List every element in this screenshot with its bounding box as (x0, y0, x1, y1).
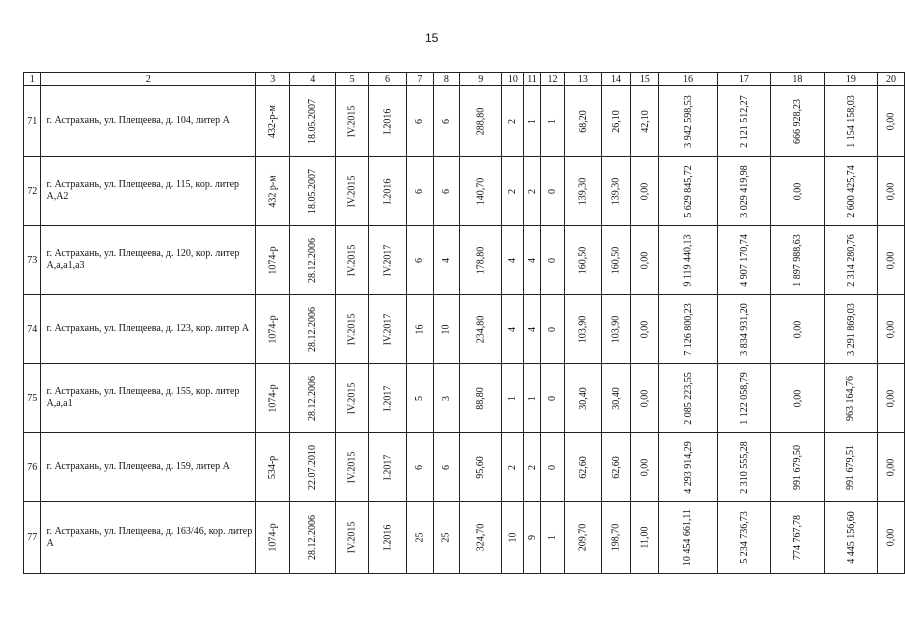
address-cell: г. Астрахань, ул. Плещеева, д. 159, литер А (41, 433, 256, 502)
cell-value: 18.05.2007 (307, 168, 319, 214)
cell-c6 (368, 295, 406, 364)
cell-value: 0,00 (885, 251, 897, 269)
cell-c13 (564, 226, 601, 295)
cell-c14 (601, 86, 631, 157)
cell-value: 6 (414, 464, 426, 470)
cell-value: 198,70 (610, 523, 622, 552)
cell-value: 432 р-м (267, 174, 279, 208)
cell-c6 (368, 364, 406, 433)
cell-value: 10 454 661,11 (682, 508, 694, 567)
cell-c3 (256, 86, 290, 157)
cell-c8 (433, 157, 459, 226)
data-table (23, 72, 905, 574)
cell-value: 1074-р (267, 383, 279, 413)
cell-value: 2 085 223,55 (682, 371, 694, 425)
cell-value: 139,30 (610, 177, 622, 205)
table-row (24, 502, 905, 574)
cell-c5 (336, 226, 369, 295)
address-cell: г. Астрахань, ул. Плещеева, д. 115, кор. литер А,А2 (41, 157, 256, 226)
cell-value: 0,00 (885, 389, 897, 407)
cell-value: 666 928,23 (791, 98, 803, 144)
cell-c15 (631, 502, 659, 574)
cell-c16 (659, 433, 717, 502)
cell-value: 103,90 (577, 315, 589, 343)
row-number: 76 (24, 433, 41, 502)
cell-c7 (406, 157, 433, 226)
cell-value: 88,80 (475, 386, 487, 410)
cell-value: 28.12.2006 (307, 237, 319, 283)
cell-c5 (336, 295, 369, 364)
cell-value: 139,30 (577, 177, 589, 205)
cell-value: I.2016 (381, 108, 393, 134)
cell-value: 2 310 555,28 (738, 440, 750, 494)
cell-c14 (601, 502, 631, 574)
cell-value: 6 (414, 257, 426, 263)
cell-value: 160,50 (610, 246, 622, 274)
cell-c14 (601, 295, 631, 364)
cell-c19 (824, 295, 878, 364)
cell-c11 (524, 433, 541, 502)
cell-value: 4 293 914,29 (682, 440, 694, 494)
cell-c8 (433, 433, 459, 502)
cell-c6 (368, 433, 406, 502)
column-header: 1 (24, 73, 41, 86)
cell-value: 1 (546, 118, 558, 124)
cell-c12 (540, 157, 564, 226)
cell-value: 324,70 (475, 523, 487, 552)
cell-value: 18.05.2007 (307, 98, 319, 144)
cell-value: 10 (440, 324, 452, 334)
row-number: 73 (24, 226, 41, 295)
cell-value: 4 907 170,74 (738, 233, 750, 287)
cell-c19 (824, 157, 878, 226)
cell-value: 62,60 (577, 455, 589, 479)
cell-c13 (564, 295, 601, 364)
cell-c7 (406, 502, 433, 574)
cell-value: I.2017 (381, 385, 393, 411)
column-header: 18 (771, 73, 825, 86)
cell-value: 95,60 (475, 455, 487, 479)
cell-value: 0,00 (885, 528, 897, 547)
cell-c7 (406, 433, 433, 502)
cell-value: 62,60 (610, 455, 622, 479)
cell-value: 2 121 512,27 (738, 94, 750, 148)
cell-c14 (601, 226, 631, 295)
address-cell: г. Астрахань, ул. Плещеева, д. 155, кор. литер А,а,а1 (41, 364, 256, 433)
cell-value: 9 (526, 535, 538, 540)
address-cell: г. Астрахань, ул. Плещеева, д. 120, кор. литер А,а,а1,а3 (41, 226, 256, 295)
cell-c18 (771, 295, 825, 364)
cell-value: IV.2015 (346, 451, 358, 483)
cell-c3 (256, 226, 290, 295)
cell-c5 (336, 157, 369, 226)
cell-c9 (459, 433, 502, 502)
cell-value: 534-р (267, 455, 279, 479)
cell-c7 (406, 295, 433, 364)
cell-value: 0,00 (885, 182, 897, 200)
cell-c9 (459, 157, 502, 226)
cell-value: 6 (414, 118, 426, 124)
cell-value: 0 (546, 395, 558, 401)
cell-c19 (824, 364, 878, 433)
cell-c8 (433, 364, 459, 433)
cell-value: 0,00 (885, 458, 897, 476)
column-header: 2 (41, 73, 256, 86)
cell-c10 (502, 86, 524, 157)
cell-value: 0,00 (791, 389, 803, 407)
cell-value: 1 (526, 118, 538, 124)
cell-c9 (459, 295, 502, 364)
cell-value: 234,80 (475, 315, 487, 343)
cell-value: 103,90 (610, 315, 622, 343)
cell-value: 2 (507, 188, 519, 194)
cell-c14 (601, 157, 631, 226)
cell-value: 1 897 988,63 (791, 233, 803, 287)
column-header: 4 (290, 73, 336, 86)
cell-value: 140,70 (475, 177, 487, 205)
cell-value: 1074-р (267, 314, 279, 344)
cell-c11 (524, 364, 541, 433)
cell-value: 432-р-м (267, 104, 279, 138)
cell-value: 1 (526, 395, 538, 401)
column-header: 9 (459, 73, 502, 86)
cell-c20 (878, 502, 905, 574)
cell-value: 28.12.2006 (307, 375, 319, 421)
cell-value: 6 (414, 188, 426, 194)
cell-value: 178,80 (475, 246, 487, 274)
cell-c8 (433, 502, 459, 574)
cell-c17 (717, 364, 771, 433)
cell-c7 (406, 364, 433, 433)
cell-value: 4 445 156,60 (845, 511, 857, 564)
table-row (24, 226, 905, 295)
cell-c20 (878, 295, 905, 364)
cell-value: 0,00 (885, 320, 897, 338)
cell-value: 16 (414, 324, 426, 334)
cell-c10 (502, 433, 524, 502)
cell-c9 (459, 226, 502, 295)
row-number: 77 (24, 502, 41, 574)
cell-value: 0 (546, 464, 558, 470)
cell-c11 (524, 157, 541, 226)
cell-c20 (878, 433, 905, 502)
cell-c10 (502, 295, 524, 364)
cell-value: IV.2015 (346, 105, 358, 137)
table-row (24, 86, 905, 157)
cell-value: 2 (526, 188, 538, 194)
cell-c20 (878, 364, 905, 433)
table-row (24, 364, 905, 433)
address-cell: г. Астрахань, ул. Плещеева, д. 163/46, кор. литер А (41, 502, 256, 574)
column-header: 6 (368, 73, 406, 86)
column-header: 16 (659, 73, 717, 86)
cell-value: 5 629 845,72 (682, 164, 694, 218)
cell-c18 (771, 502, 825, 574)
column-header: 3 (256, 73, 290, 86)
cell-c17 (717, 433, 771, 502)
cell-c17 (717, 226, 771, 295)
cell-value: 1074-р (267, 523, 279, 552)
cell-c8 (433, 295, 459, 364)
column-header: 10 (502, 73, 524, 86)
cell-c16 (659, 502, 717, 574)
cell-c17 (717, 86, 771, 157)
cell-c12 (540, 364, 564, 433)
cell-value: 5 234 736,73 (738, 511, 750, 564)
cell-value: 6 (440, 464, 452, 470)
cell-value: I.2016 (381, 178, 393, 204)
cell-value: 4 (440, 257, 452, 263)
cell-c19 (824, 226, 878, 295)
cell-value: 0,00 (639, 320, 651, 338)
cell-c5 (336, 433, 369, 502)
cell-value: 42,10 (639, 109, 651, 133)
cell-c11 (524, 86, 541, 157)
cell-value: 11,00 (639, 526, 651, 549)
column-header: 15 (631, 73, 659, 86)
cell-c10 (502, 502, 524, 574)
row-number: 74 (24, 295, 41, 364)
cell-value: 991 679,51 (845, 444, 857, 490)
cell-c4 (290, 157, 336, 226)
cell-c15 (631, 226, 659, 295)
page-number: 15 (425, 31, 439, 45)
cell-c10 (502, 226, 524, 295)
cell-value: 6 (440, 118, 452, 124)
cell-c4 (290, 226, 336, 295)
table-row (24, 295, 905, 364)
cell-value: 0 (546, 326, 558, 332)
cell-c3 (256, 295, 290, 364)
cell-value: 160,50 (577, 246, 589, 274)
cell-value: 1 154 158,03 (845, 94, 857, 148)
cell-c6 (368, 226, 406, 295)
cell-value: 209,70 (577, 523, 589, 552)
cell-c15 (631, 364, 659, 433)
cell-value: 0,00 (639, 458, 651, 476)
cell-value: IV.2017 (381, 244, 393, 276)
cell-value: 22.07.2010 (307, 444, 319, 490)
cell-value: 1074-р (267, 245, 279, 275)
cell-c4 (290, 364, 336, 433)
cell-c3 (256, 364, 290, 433)
cell-value: IV.2015 (346, 175, 358, 207)
column-header: 7 (406, 73, 433, 86)
cell-c4 (290, 502, 336, 574)
cell-c19 (824, 86, 878, 157)
cell-c11 (524, 502, 541, 574)
cell-c5 (336, 86, 369, 157)
cell-c20 (878, 226, 905, 295)
cell-c3 (256, 433, 290, 502)
cell-c13 (564, 433, 601, 502)
cell-c19 (824, 433, 878, 502)
cell-c4 (290, 295, 336, 364)
cell-c13 (564, 364, 601, 433)
cell-c17 (717, 157, 771, 226)
cell-value: 68,20 (577, 109, 589, 133)
cell-value: 991 679,50 (791, 444, 803, 490)
cell-c13 (564, 157, 601, 226)
cell-c9 (459, 364, 502, 433)
cell-value: 288,80 (475, 107, 487, 135)
cell-value: 0,00 (885, 112, 897, 130)
table-row (24, 433, 905, 502)
cell-c15 (631, 433, 659, 502)
cell-c11 (524, 295, 541, 364)
cell-c12 (540, 502, 564, 574)
cell-value: 0,00 (639, 251, 651, 269)
cell-c5 (336, 502, 369, 574)
cell-value: IV.2015 (346, 244, 358, 276)
column-header: 13 (564, 73, 601, 86)
cell-value: 2 314 280,76 (845, 233, 857, 287)
cell-c12 (540, 433, 564, 502)
cell-value: 3 029 419,98 (738, 164, 750, 218)
cell-value: IV.2015 (346, 313, 358, 345)
cell-c10 (502, 157, 524, 226)
cell-c6 (368, 157, 406, 226)
cell-value: 4 (526, 326, 538, 332)
cell-c16 (659, 86, 717, 157)
cell-value: 5 (414, 395, 426, 401)
cell-c3 (256, 157, 290, 226)
cell-c18 (771, 226, 825, 295)
cell-value: 30,40 (577, 386, 589, 410)
cell-c20 (878, 157, 905, 226)
cell-c18 (771, 86, 825, 157)
column-header: 19 (824, 73, 878, 86)
cell-value: 774 767,78 (791, 515, 803, 560)
row-number: 75 (24, 364, 41, 433)
cell-value: 2 600 425,74 (845, 164, 857, 218)
cell-c17 (717, 502, 771, 574)
cell-c16 (659, 157, 717, 226)
cell-value: 0 (546, 257, 558, 263)
cell-c16 (659, 364, 717, 433)
cell-c12 (540, 226, 564, 295)
cell-value: 0,00 (639, 389, 651, 407)
cell-c19 (824, 502, 878, 574)
cell-c18 (771, 157, 825, 226)
cell-c12 (540, 295, 564, 364)
cell-c10 (502, 364, 524, 433)
cell-c3 (256, 502, 290, 574)
column-header: 8 (433, 73, 459, 86)
cell-value: 28.12.2006 (307, 515, 319, 560)
cell-value: 3 834 931,20 (738, 302, 750, 356)
cell-c11 (524, 226, 541, 295)
cell-value: 6 (440, 188, 452, 194)
cell-c7 (406, 226, 433, 295)
column-header: 17 (717, 73, 771, 86)
cell-c14 (601, 433, 631, 502)
cell-value: 2 (507, 464, 519, 470)
column-header: 5 (336, 73, 369, 86)
cell-c9 (459, 86, 502, 157)
row-number: 71 (24, 86, 41, 157)
cell-c5 (336, 364, 369, 433)
cell-value: IV.2015 (346, 521, 358, 554)
column-header: 14 (601, 73, 631, 86)
cell-value: 2 (526, 464, 538, 470)
cell-c6 (368, 86, 406, 157)
cell-value: 0,00 (791, 182, 803, 200)
cell-c8 (433, 86, 459, 157)
cell-value: 25 (414, 532, 426, 543)
cell-value: 3 291 869,03 (845, 302, 857, 356)
cell-c15 (631, 295, 659, 364)
row-number: 72 (24, 157, 41, 226)
cell-value: 25 (440, 532, 452, 543)
cell-value: 2 (507, 118, 519, 124)
column-header: 20 (878, 73, 905, 86)
cell-value: 26,10 (610, 109, 622, 133)
cell-value: 4 (507, 257, 519, 263)
cell-c16 (659, 295, 717, 364)
cell-value: 0,00 (791, 320, 803, 338)
cell-value: 1 (507, 395, 519, 401)
cell-c18 (771, 364, 825, 433)
cell-c16 (659, 226, 717, 295)
address-cell: г. Астрахань, ул. Плещеева, д. 123, кор. литер А (41, 295, 256, 364)
column-header: 11 (524, 73, 541, 86)
cell-c13 (564, 502, 601, 574)
cell-c4 (290, 433, 336, 502)
cell-value: 4 (507, 326, 519, 332)
header-row (24, 73, 905, 86)
cell-value: 4 (526, 257, 538, 263)
cell-value: 7 126 800,23 (682, 302, 694, 356)
cell-value: 1 (546, 535, 558, 540)
cell-value: 10 (507, 532, 519, 543)
table-row (24, 157, 905, 226)
cell-c14 (601, 364, 631, 433)
column-header: 12 (540, 73, 564, 86)
cell-c17 (717, 295, 771, 364)
cell-value: 0,00 (639, 182, 651, 200)
cell-value: I.2016 (381, 524, 393, 551)
cell-c20 (878, 86, 905, 157)
cell-value: 3 942 598,53 (682, 94, 694, 148)
cell-c15 (631, 86, 659, 157)
cell-c15 (631, 157, 659, 226)
cell-value: 30,40 (610, 386, 622, 410)
cell-value: 1 122 058,79 (738, 371, 750, 425)
address-cell: г. Астрахань, ул. Плещеева, д. 104, литер А (41, 86, 256, 157)
cell-c13 (564, 86, 601, 157)
cell-value: 9 119 440,13 (682, 233, 694, 287)
cell-value: 3 (440, 395, 452, 401)
cell-value: 0 (546, 188, 558, 194)
cell-c4 (290, 86, 336, 157)
cell-value: 963 164,76 (845, 375, 857, 421)
cell-c6 (368, 502, 406, 574)
cell-value: IV.2015 (346, 382, 358, 414)
cell-c9 (459, 502, 502, 574)
cell-c7 (406, 86, 433, 157)
cell-c18 (771, 433, 825, 502)
cell-value: 28.12.2006 (307, 306, 319, 352)
cell-c8 (433, 226, 459, 295)
cell-value: IV.2017 (381, 313, 393, 345)
cell-value: I.2017 (381, 454, 393, 480)
cell-c12 (540, 86, 564, 157)
